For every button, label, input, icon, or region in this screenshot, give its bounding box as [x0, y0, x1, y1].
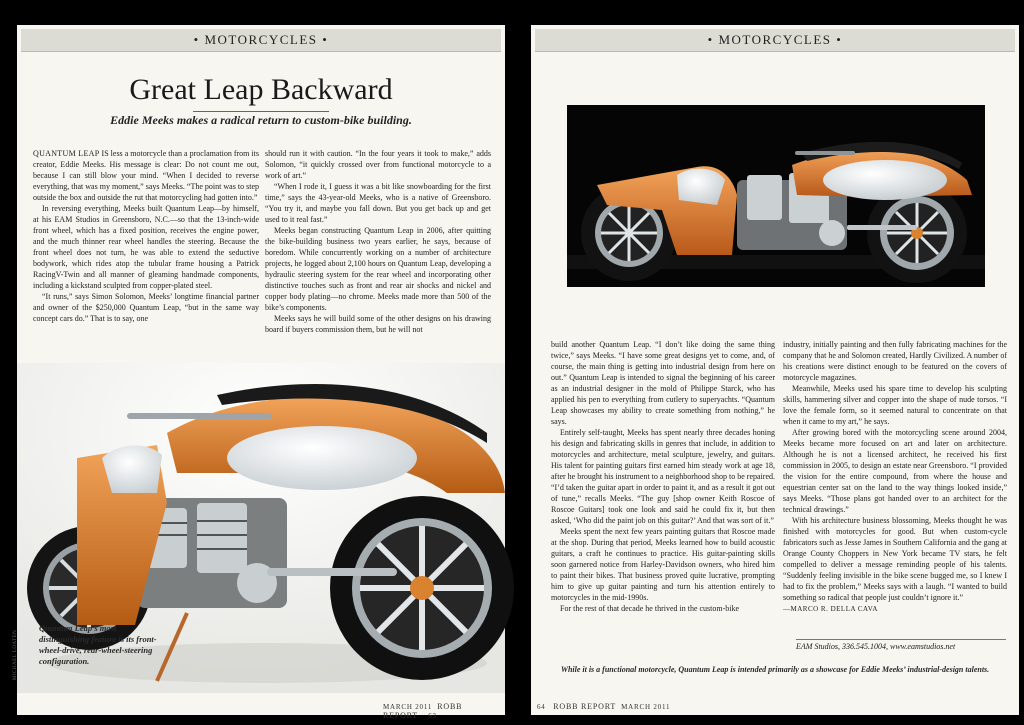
paragraph: Meeks began constructing Quantum Leap in 2006, after quitting the bike-building business two years earlier, he says, because of boredom. While concurrently working on a number of architecture projects, he logged about 2,100 hours on Quantum Leap, developing a hydraulic steering system for the rear wheel and incorporating other distinctive touches such as front and rear air shocks and nickel and copper body plating—no chrome. Meeks made more than 500 of the bike’s components. [265, 226, 491, 312]
body-column-2 [265, 148, 491, 335]
paragraph: With his architecture business blossoming, Meeks thought he was finished with motorcycles for good. But when custom-cycle fabricators such as Jesse James in Southern California and the gang at Orange County Choppers in New York became TV stars, he felt compelled to deliver a message reminding people of his talents. “Suddenly feeling invisible in the bike scene bugged me, so I knew I had to fix the problem,” Meeks says with a laugh. “I wanted to build something so radical that people just couldn’t ignore it.” [783, 516, 1007, 602]
body-column-1 [33, 148, 259, 324]
lead-in: QUANTUM LEAP [33, 149, 100, 158]
paragraph: Meeks spent the next few years painting guitars that Roscoe made at the shop. During that period, Meeks learned how to build acoustic guitars, a craft he continues to practice. His guitar-painting skills soon garnered notice from Harley-Davidson owners, who hired him to paint their bikes. That business proved quite lucrative, prompting him to give up guitar painting and turn his attention entirely to motorcycles in the mid-1990s. [551, 527, 775, 602]
section-header: • MOTORCYCLES • [535, 29, 1015, 52]
photo-caption: Quantum Leap’s most distinguishing feature is its front-wheel-drive, rear-wheel-steering configuration. [39, 623, 157, 666]
paragraph: “It runs,” says Simon Solomon, Meeks’ longtime financial partner and owner of the $250,000 Quantum Leap, “but in the same way concept cars do.” That is to say, one [33, 292, 259, 323]
paragraph: should run it with caution. “In the four years it took to make,” adds Solomon, “it quickly crossed over from functional motorcycle to a work of art.” [265, 149, 491, 180]
body-column-3 [551, 339, 775, 614]
paragraph: “When I rode it, I guess it was a bit like snowboarding for the first time,” says the 43-year-old Meeks, who is a native of Greensboro. “You try it, and maybe you fall down. But you get back up and get used to it real fast.” [265, 182, 491, 224]
motorcycle-photo-side [567, 105, 985, 287]
section-header: • MOTORCYCLES • [21, 29, 501, 52]
folio-page-number: 64 [537, 703, 546, 711]
byline: —MARCO R. DELLA CAVA [783, 605, 878, 613]
paragraph-text: IS less a motorcycle than a proclamation from its creator, Eddie Meeks. His message is clear: Do not count me out, because I can still blow your mind. “When I decided to reverse everything, that was my moment,” says Meeks. “The point was to step outside the box and outside the rut that motorcycling had gotten into.” [33, 149, 259, 202]
headline-rule [193, 111, 329, 112]
folio-page-number: 63 [428, 712, 437, 720]
paragraph: Entirely self-taught, Meeks has spent nearly three decades honing his design and fabricating skills in genres that include, in addition to motorcycles and architecture, metal sculpture, jewelry, and guitars. His talent for painting guitars first earned him steady work at age 18, after he brought his instrument to a neighborhood shop to be repaired. “I’d taken the guitar apart in order to paint it, and as a result it got out of tune,” recalls Meeks. “The guy [shop owner Keith Roscoe of Roscoe Guitars] took one look and said he could fix it, but then asked, ‘Who did the paint job on this guitar?’ And that was sort of it.” [551, 428, 775, 525]
folio-date: MARCH 2011 [621, 703, 671, 711]
left-page [13, 25, 505, 720]
paragraph [33, 148, 259, 203]
paragraph: After growing bored with the motorcycling scene around 2004, Meeks became more focused on art and later on architecture. Although he is not a licensed architect, he received his first commission in 2005, to design an estate near Greensboro. “I provided the vision for the entire compound, from where the house and equestrian center sat on the land to the way things looked inside,” says Meeks. “Those plans got handed over to an architect for the technical drawings.” [783, 428, 1007, 514]
paragraph: build another Quantum Leap. “I don’t like doing the same thing twice,” says Meeks. “I have some great designs yet to come, and, of course, the main thing is getting into industrial design from here on out.” Quantum Leap is intended to signal the beginning of his career as an industrial designer in the mold of Philippe Starck, who has applied his pen to everything from cutlery to superyachts. “Quantum Leap showcases my ability to create something from nothing,” he says. [551, 340, 775, 426]
paragraph: Meanwhile, Meeks used his spare time to develop his sculpting skills, hammering silver and copper into the shape of nude torsos. “I love the female form, so it seemed natural to concentrate on that when it came to my art,” he says. [783, 384, 1007, 426]
contact-info: EAM Studios, 336.545.1004, www.eamstudios.net [796, 639, 1006, 651]
folio-magazine: ROBB REPORT [383, 702, 463, 720]
photo-frame [567, 105, 985, 287]
paragraph: In reversing everything, Meeks built Quantum Leap—by himself, at his EAM Studios in Greensboro, N.C.—so that the 13-inch-wide front wheel, which has a fixed position, receives the engine power, and the much thinner rear wheel handles the steering. Because the front wheel does not turn, he was able to extend the seductive bodywork, which rides atop the tubular frame housing a Patrick RacingV-Twin and all manner of gleaming handmade components, including a kickstand sculpted from copper-plated steel. [33, 204, 259, 290]
folio [537, 702, 670, 711]
folio-magazine: ROBB REPORT [553, 702, 617, 711]
page-caption: While it is a functional motorcycle, Quantum Leap is intended primarily as a showcase for Eddie Meeks’ industrial-design talents. [560, 665, 990, 674]
deck: Eddie Meeks makes a radical return to custom-bike building. [110, 113, 412, 127]
paragraph: Meeks says he will build some of the other designs on his drawing board if buyers commission them, but he will not [265, 314, 491, 334]
paragraph: industry, initially painting and then fully fabricating machines for the company that he and Solomon created, Hardly Civilized. A number of his creations were distinct enough to be featured on the covers of motorcycle magazines. [783, 340, 1007, 382]
folio [383, 702, 505, 720]
headline: Great Leap Backward [129, 73, 393, 106]
body-column-4 [783, 339, 1007, 615]
photo-credit: MICHAEL LOATEN [13, 629, 18, 680]
folio-date: MARCH 2011 [383, 703, 433, 711]
paragraph: For the rest of that decade he thrived in the custom-bike [560, 604, 740, 613]
right-page [531, 25, 1019, 715]
